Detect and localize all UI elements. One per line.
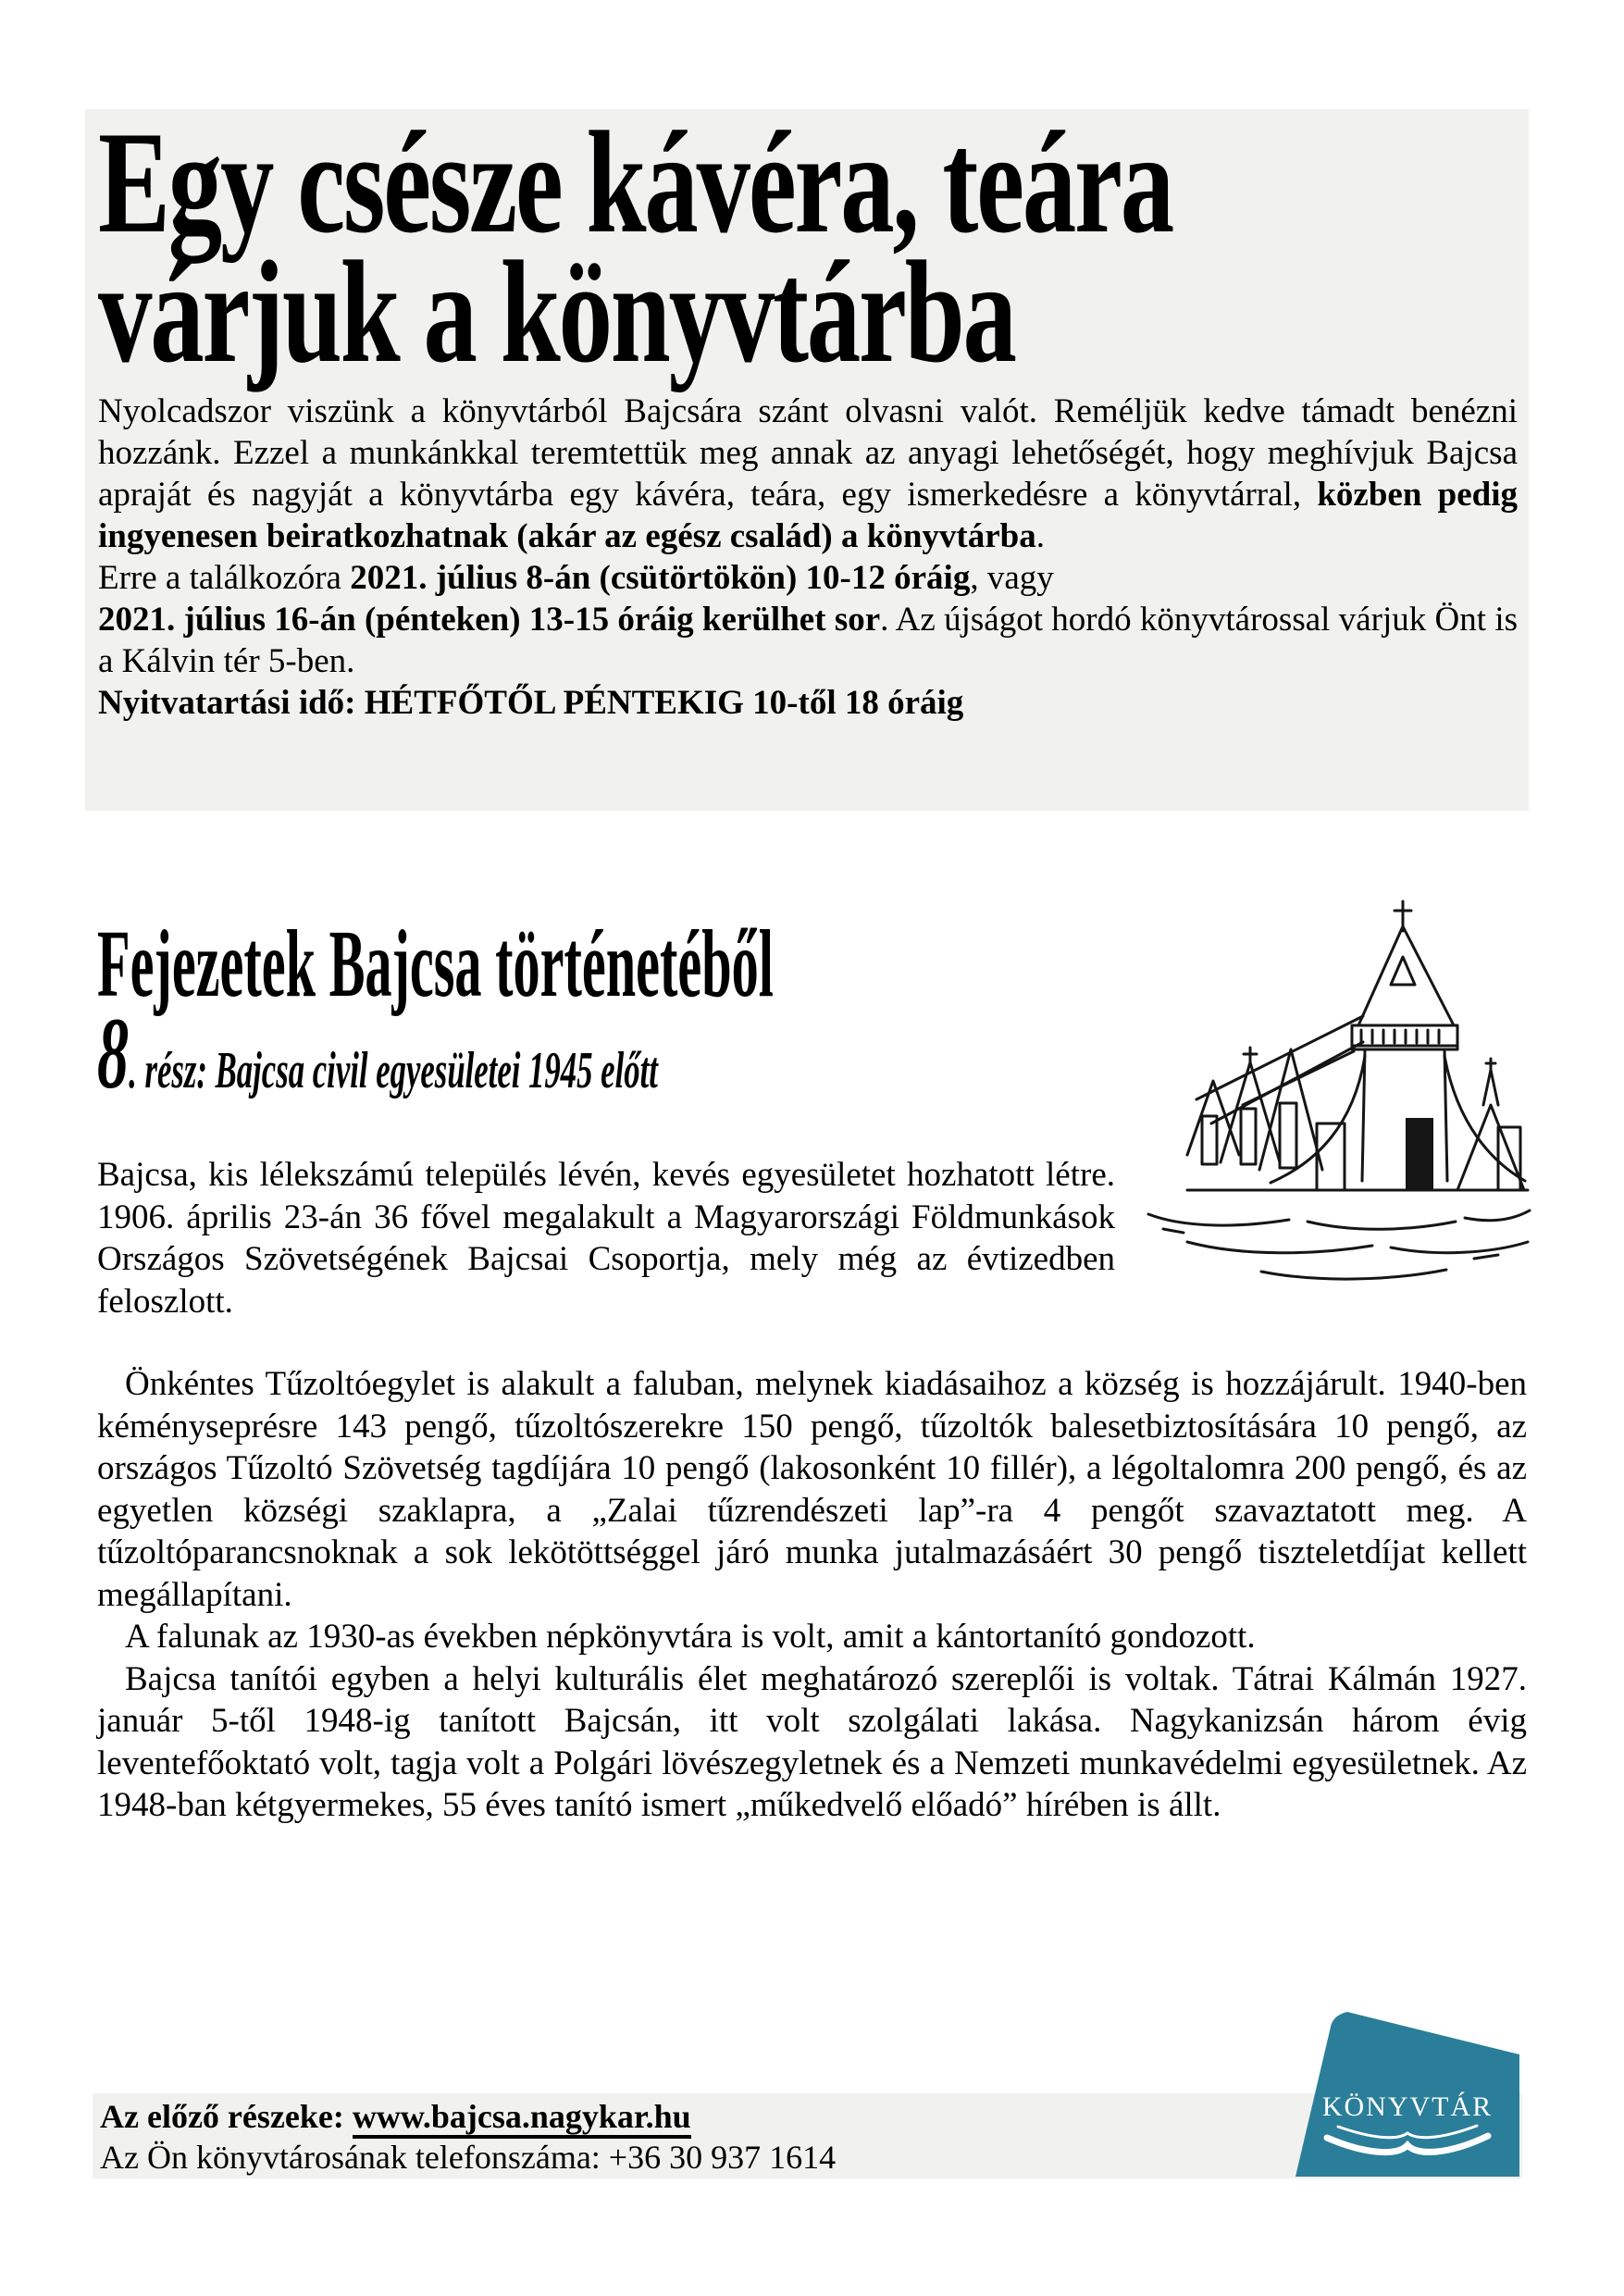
previous-parts-link[interactable]: www.bajcsa.nagykar.hu — [353, 2098, 691, 2139]
article-section — [97, 890, 1527, 1827]
meeting-date-line-2 — [98, 599, 1518, 682]
church-illustration — [1132, 885, 1534, 1297]
previous-parts-label: Az előző részeke: — [100, 2098, 353, 2135]
lead-intro-bold: közben pedig ingyenesen beiratkozhatnak (akár az egész család) a könyvtárba — [98, 476, 1519, 555]
article-paragraph-1: Bajcsa, kis lélekszámú település lévén, kevés egyesületet hozhatott létre. 1906. április 23-án 36 fővel megalakult a Magyarországi Földmunkások Országos Szövetségének Bajcsai Csoportja, mely még az évtizedben feloszlott. — [97, 1156, 1115, 1321]
lead-intro-text: Nyolcadszor viszünk a könyvtárból Bajcsára szánt olvasni valót. Reméljük kedve támadt benézni hozzánk. Ezzel a munkánkkal teremtettük meg annak az anyagi lehetőségét, hogy meghívjuk Bajcsa apraját és nagyját a könyvtárba egy kávéra, teára, egy ismerkedésre a könyvtárral, — [98, 392, 1518, 514]
article-paragraph-3: A falunak az 1930-as években népkönyvtára is volt, amit a kántortanító gondozott. — [125, 1618, 1256, 1656]
lead-title — [98, 102, 1518, 393]
article-paragraph-2: Önkéntes Tűzoltóegylet is alakult a faluban, melynek kiadásaihoz a község is hozzájárult. 1940-ben kéményseprésre 143 pengő, tűzoltószerekre 150 pengő, tűzoltók balesetbiztosítására 10 pengő, az országos Tűzoltó Szövetség tagdíjára 10 pengő (lakosonként 10 fillér), a légoltalomra 200 pengő, és az egyetlen községi szaklapra, a „Zalai tűzrendészeti lap”-ra 4 pengőt szavaztatott meg. A tűzoltóparancsnoknak a sok lekötöttséggel járó munka jutalmazásáért 30 pengő tiszteletdíjat kellett megállapítani. — [97, 1365, 1527, 1614]
lead-title-line-1: Egy csésze kávéra, teára — [98, 102, 1172, 264]
meeting-date-line-1 — [98, 557, 1518, 599]
date1-suffix: , vagy — [970, 559, 1054, 597]
date2-suffix: . Az újságot hordó könyvtárossal várjuk Önt is a Kálvin tér 5-ben. — [98, 601, 1519, 680]
lead-intro-period: . — [1035, 517, 1045, 555]
librarian-phone-line: Az Ön könyvtárosának telefonszáma: +36 30 937 1614 — [100, 2139, 837, 2176]
opening-hours-line: Nyitvatartási idő: HÉTFŐTŐL PÉNTEKIG 10-től 18 óráig — [98, 684, 964, 722]
lead-title-line-2: várjuk a könyvtárba — [98, 231, 1015, 393]
library-logo-label: KÖNYVTÁR — [1321, 2091, 1494, 2122]
article-paragraph-4: Bajcsa tanítói egyben a helyi kulturális élet meghatározó szereplői is voltak. Tátrai Kálmán 1927. január 5-től 1948-ig tanított Bajcsán, itt volt szolgálati lakása. Nagykanizsán három évig leventefőoktató volt, tagja volt a Polgári lövészegyletnek és a Nemzeti munkavédelmi egyesületnek. Az 1948-ban kétgyermekes, 55 éves tanító ismert „műkedvelő előadó” hírében is állt. — [97, 1659, 1527, 1824]
library-logo — [1294, 2008, 1521, 2178]
date2-bold: 2021. július 16-án (pénteken) 13-15 óráig kerülhet sor — [98, 601, 881, 639]
lead-paragraph — [98, 391, 1518, 557]
article-subtitle — [97, 997, 984, 1110]
part-number: 8 — [97, 997, 130, 1110]
part-title: . rész: Bajcsa civil egyesületei 1945 előtt — [129, 1042, 658, 1099]
date1-prefix: Erre a találkozóra — [98, 559, 351, 597]
date1-bold: 2021. július 8-án (csütörtökön) 10-12 óráig — [350, 559, 971, 597]
article-heading: Fejezetek Bajcsa történetéből — [97, 911, 774, 1017]
lead-panel — [85, 102, 1529, 811]
